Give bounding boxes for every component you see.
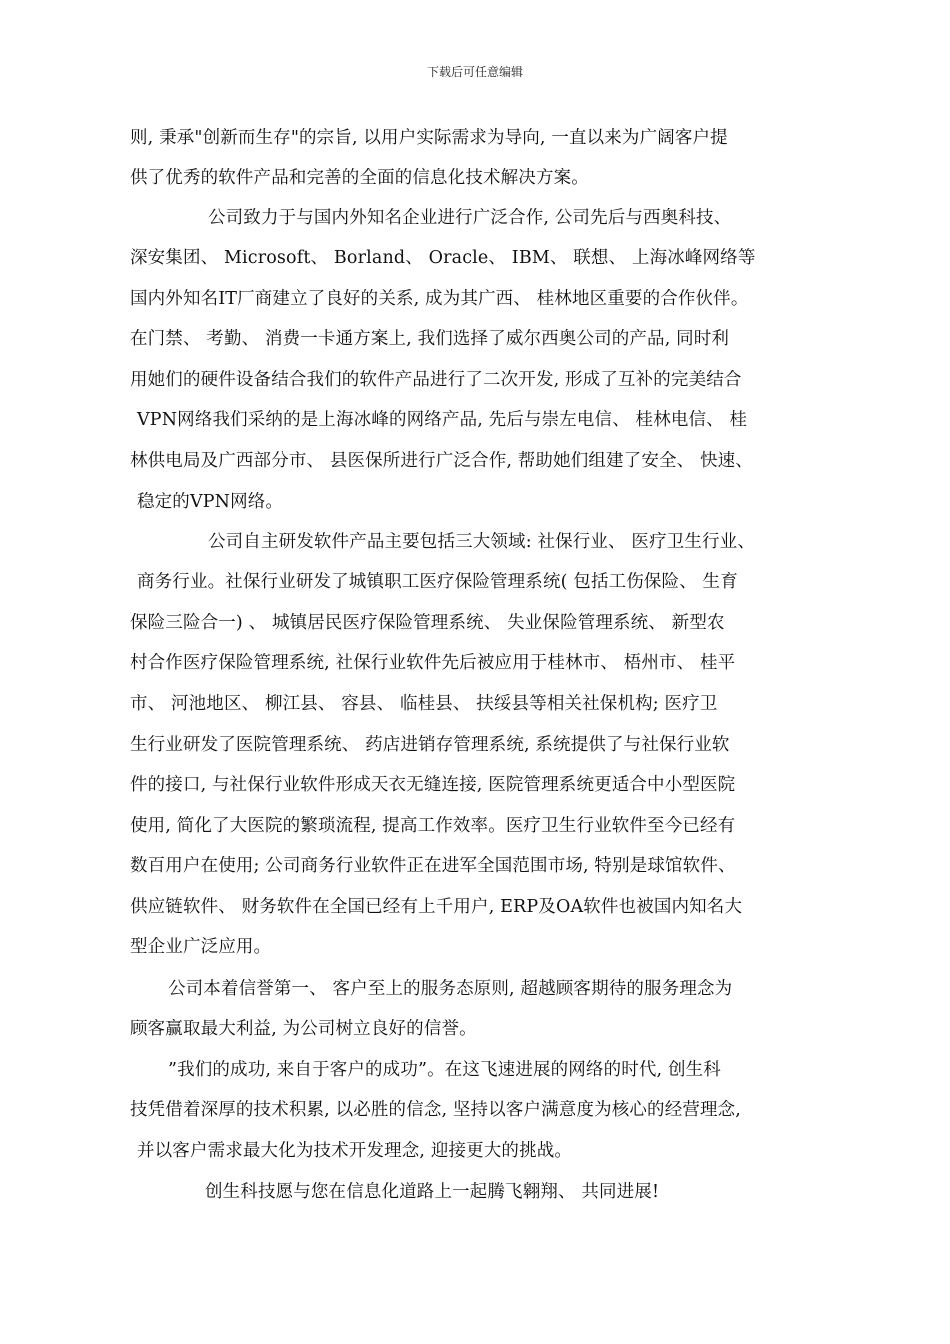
paragraph-line: 用她们的硬件设备结合我们的软件产品进行了二次开发, 形成了互补的完美结合: [130, 370, 742, 390]
paragraph-line: 型企业广泛应用。: [130, 937, 272, 957]
paragraph-line: 创生科技愿与您在信息化道路上一起腾飞翱翔、 共同进展!: [205, 1182, 660, 1202]
paragraph-line: 供应链软件、 财务软件在全国已经有上千用户, ERP及OA软件也被国内知名大: [130, 897, 743, 917]
paragraph-line: 数百用户在使用; 公司商务行业软件正在进军全国范围市场, 特别是球馆软件、: [130, 856, 736, 876]
paragraph-line: 林供电局及广西部分市、 县医保所进行广泛合作, 帮助她们组建了安全、 快速、: [130, 451, 753, 471]
paragraph-line: 则, 秉承"创新而生存"的宗旨, 以用户实际需求为导向, 一直以来为广阔客户提: [130, 128, 728, 148]
paragraph-line: 公司自主研发软件产品主要包括三大领域: 社保行业、 医疗卫生行业、: [208, 532, 755, 552]
paragraph-line: 使用, 简化了大医院的繁琐流程, 提高工作效率。医疗卫生行业软件至今已经有: [130, 816, 736, 836]
paragraph-line: ”我们的成功, 来自于客户的成功”。在这飞速进展的网络的时代, 创生科: [168, 1060, 721, 1080]
paragraph-line: 村合作医疗保险管理系统, 社保行业软件先后被应用于桂林市、 梧州市、 桂平: [130, 653, 736, 673]
paragraph-line: 技凭借着深厚的技术积累, 以必胜的信念, 坚持以客户满意度为核心的经营理念,: [130, 1100, 742, 1120]
paragraph-line: 市、 河池地区、 柳江县、 容县、 临桂县、 扶绥县等相关社保机构; 医疗卫: [130, 694, 718, 714]
paragraph-line: 国内外知名IT厂商建立了良好的关系, 成为其广西、 桂林地区重要的合作伙伴。: [130, 289, 749, 309]
paragraph-line: 稳定的VPN网络。: [137, 492, 284, 512]
paragraph-line: 保险三险合一) 、 城镇居民医疗保险管理系统、 失业保险管理系统、 新型农: [130, 613, 725, 633]
paragraph-line: 供了优秀的软件产品和完善的全面的信息化技术解决方案。: [130, 168, 589, 188]
paragraph-line: 件的接口, 与社保行业软件形成天衣无缝连接, 医院管理系统更适合中小型医院: [130, 775, 736, 795]
paragraph-line: VPN网络我们采纳的是上海冰峰的网络产品, 先后与崇左电信、 桂林电信、 桂: [137, 410, 748, 430]
paragraph-line: 在门禁、 考勤、 消费一卡通方案上, 我们选择了威尔西奥公司的产品, 同时利: [130, 329, 730, 349]
page-header: 下载后可任意编辑: [426, 65, 523, 79]
paragraph-line: 公司致力于与国内外知名企业进行广泛合作, 公司先后与西奥科技、: [208, 208, 732, 228]
paragraph-line: 生行业研发了医院管理系统、 药店进销存管理系统, 系统提供了与社保行业软: [130, 735, 730, 755]
paragraph-line: 顾客赢取最大利益, 为公司树立良好的信誉。: [130, 1019, 477, 1039]
paragraph-line: 商务行业。社保行业研发了城镇职工医疗保险管理系统( 包括工伤保险、 生育: [137, 572, 738, 592]
paragraph-line: 公司本着信誉第一、 客户至上的服务态原则, 超越顾客期待的服务理念为: [168, 979, 733, 999]
paragraph-line: 并以客户需求最大化为技术开发理念, 迎接更大的挑战。: [137, 1141, 573, 1161]
paragraph-line: 深安集团、 Microsoft、 Borland、 Oracle、 IBM、 联想、 上海冰峰网络等: [130, 248, 756, 268]
